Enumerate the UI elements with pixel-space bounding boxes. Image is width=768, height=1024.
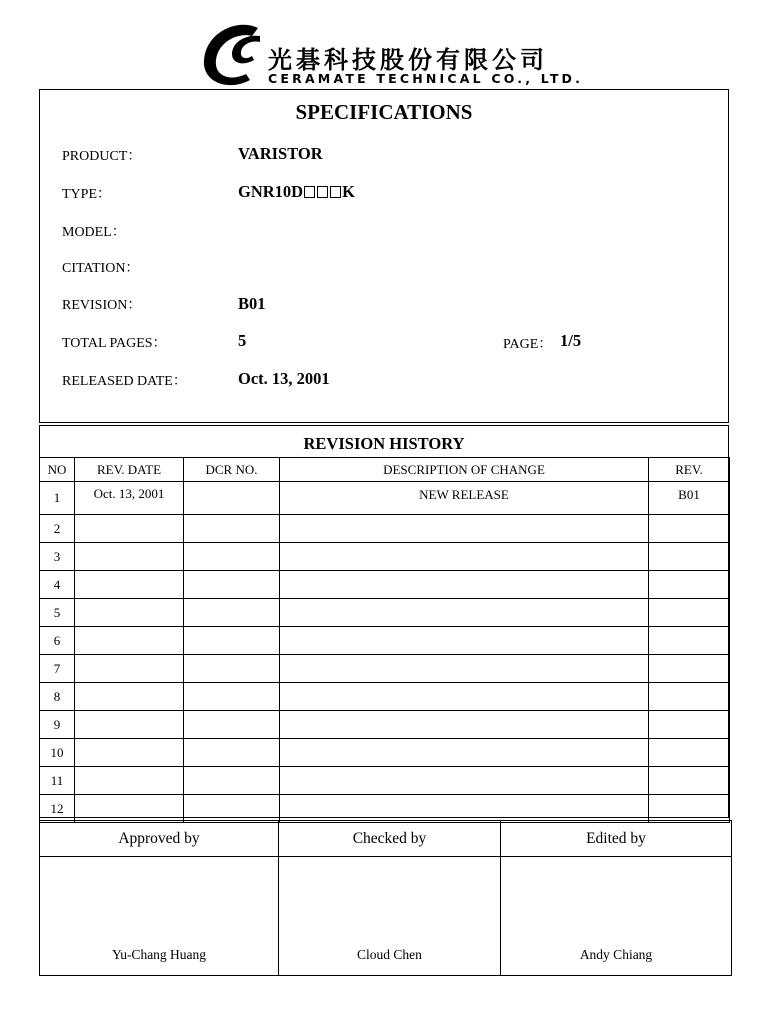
row-no: 1	[40, 482, 75, 515]
signoff-header-row	[40, 821, 732, 857]
revision-header-row	[40, 458, 730, 482]
edited-by-label: Edited by	[501, 821, 732, 857]
table-row	[40, 795, 730, 823]
row-no: 6	[40, 627, 75, 655]
row-dcr-no	[184, 627, 280, 655]
row-rev-date	[75, 571, 184, 599]
column-header-rev: REV.	[649, 458, 730, 482]
row-rev-date	[75, 543, 184, 571]
signoff-table	[39, 820, 732, 976]
company-logo	[198, 20, 584, 92]
column-header-no: NO	[40, 458, 75, 482]
row-description	[280, 515, 649, 543]
edited-by-name: Andy Chiang	[501, 857, 732, 976]
total-pages-value: 5	[238, 331, 247, 350]
type-label: TYPE：	[62, 187, 111, 202]
row-description	[280, 795, 649, 823]
table-row	[40, 767, 730, 795]
row-rev-date	[75, 767, 184, 795]
row-rev-date	[75, 599, 184, 627]
row-rev	[649, 515, 730, 543]
company-name-chinese: 光碁科技股份有限公司	[268, 46, 548, 74]
row-rev-date	[75, 683, 184, 711]
row-description	[280, 571, 649, 599]
table-row	[40, 543, 730, 571]
table-row	[40, 482, 730, 515]
row-dcr-no	[184, 739, 280, 767]
row-dcr-no	[184, 655, 280, 683]
page-value: 1/5	[560, 331, 582, 350]
row-dcr-no	[184, 482, 280, 515]
row-rev-date	[75, 739, 184, 767]
row-rev	[649, 795, 730, 823]
checked-by-name: Cloud Chen	[279, 857, 501, 976]
row-dcr-no	[184, 599, 280, 627]
row-rev-date: Oct. 13, 2001	[75, 482, 184, 515]
row-rev	[649, 627, 730, 655]
page-label: PAGE：	[503, 337, 553, 352]
row-description	[280, 543, 649, 571]
company-name-english: CERAMATE TECHNICAL CO., LTD.	[268, 71, 584, 86]
citation-label: CITATION：	[62, 261, 140, 276]
row-description	[280, 767, 649, 795]
row-dcr-no	[184, 711, 280, 739]
signoff-name-row	[40, 857, 732, 976]
specifications-title: SPECIFICATIONS	[295, 100, 473, 124]
row-no: 9	[40, 711, 75, 739]
table-row	[40, 683, 730, 711]
row-rev	[649, 543, 730, 571]
row-rev	[649, 683, 730, 711]
row-no: 12	[40, 795, 75, 823]
row-description	[280, 711, 649, 739]
revision-history-title: REVISION HISTORY	[303, 434, 465, 453]
table-row	[40, 571, 730, 599]
revision-label: REVISION：	[62, 298, 142, 313]
row-description	[280, 739, 649, 767]
row-rev-date	[75, 515, 184, 543]
column-header-dcr-no: DCR NO.	[184, 458, 280, 482]
row-no: 8	[40, 683, 75, 711]
row-description: NEW RELEASE	[280, 482, 649, 515]
approved-by-name: Yu-Chang Huang	[40, 857, 279, 976]
row-rev	[649, 599, 730, 627]
table-row	[40, 655, 730, 683]
approved-by-label: Approved by	[40, 821, 279, 857]
blank-box-icon	[317, 186, 328, 198]
row-rev: B01	[649, 482, 730, 515]
row-dcr-no	[184, 683, 280, 711]
row-no: 7	[40, 655, 75, 683]
row-dcr-no	[184, 543, 280, 571]
table-row	[40, 515, 730, 543]
row-rev	[649, 655, 730, 683]
model-label: MODEL：	[62, 225, 126, 240]
type-prefix: GNR10D	[238, 182, 304, 201]
ceramate-logo-icon	[198, 20, 268, 92]
row-description	[280, 683, 649, 711]
row-no: 4	[40, 571, 75, 599]
row-rev-date	[75, 627, 184, 655]
row-rev-date	[75, 655, 184, 683]
type-value	[238, 182, 355, 202]
row-dcr-no	[184, 795, 280, 823]
row-rev	[649, 571, 730, 599]
total-pages-label: TOTAL PAGES：	[62, 336, 167, 351]
row-no: 11	[40, 767, 75, 795]
revision-value: B01	[238, 294, 266, 313]
row-no: 3	[40, 543, 75, 571]
product-label: PRODUCT：	[62, 149, 142, 164]
row-dcr-no	[184, 767, 280, 795]
row-no: 2	[40, 515, 75, 543]
checked-by-label: Checked by	[279, 821, 501, 857]
row-no: 5	[40, 599, 75, 627]
column-header-rev-date: REV. DATE	[75, 458, 184, 482]
blank-box-icon	[330, 186, 341, 198]
row-description	[280, 599, 649, 627]
table-row	[40, 627, 730, 655]
type-suffix: K	[342, 182, 355, 201]
row-rev-date	[75, 711, 184, 739]
blank-box-icon	[304, 186, 315, 198]
column-header-description: DESCRIPTION OF CHANGE	[280, 458, 649, 482]
table-row	[40, 739, 730, 767]
row-description	[280, 655, 649, 683]
row-rev	[649, 739, 730, 767]
row-rev-date	[75, 795, 184, 823]
row-dcr-no	[184, 571, 280, 599]
released-date-label: RELEASED DATE：	[62, 374, 187, 389]
released-date-value: Oct. 13, 2001	[238, 369, 330, 388]
row-dcr-no	[184, 515, 280, 543]
row-description	[280, 627, 649, 655]
revision-history-table	[39, 457, 730, 823]
row-rev	[649, 711, 730, 739]
table-row	[40, 599, 730, 627]
row-no: 10	[40, 739, 75, 767]
table-row	[40, 711, 730, 739]
product-value: VARISTOR	[238, 144, 323, 163]
row-rev	[649, 767, 730, 795]
